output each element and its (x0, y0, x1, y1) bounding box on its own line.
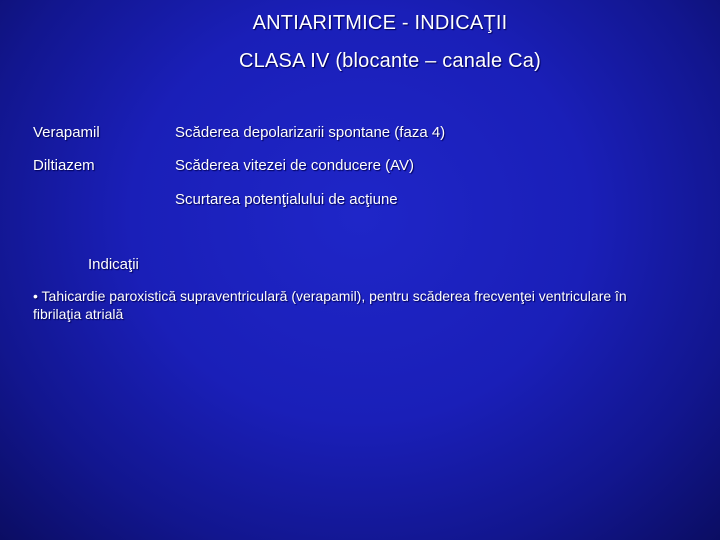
effect-item: Scurtarea potenţialului de acţiune (175, 191, 398, 208)
indications-heading: Indicaţii (88, 256, 139, 273)
drug-name: Verapamil (33, 124, 100, 141)
slide-title: ANTIARITMICE - INDICAŢII (252, 12, 508, 34)
effect-item: Scăderea depolarizarii spontane (faza 4) (175, 124, 446, 141)
slide-subtitle: CLASA IV (blocante – canale Ca) (239, 50, 541, 72)
drug-name: Diltiazem (33, 157, 95, 174)
indication-bullet: • Tahicardie paroxistică supraventriculară (verapamil), pentru scăderea frecvenţei ventriculare în fibrilaţia atrială (33, 288, 627, 322)
effect-item: Scăderea vitezei de conducere (AV) (175, 157, 415, 174)
